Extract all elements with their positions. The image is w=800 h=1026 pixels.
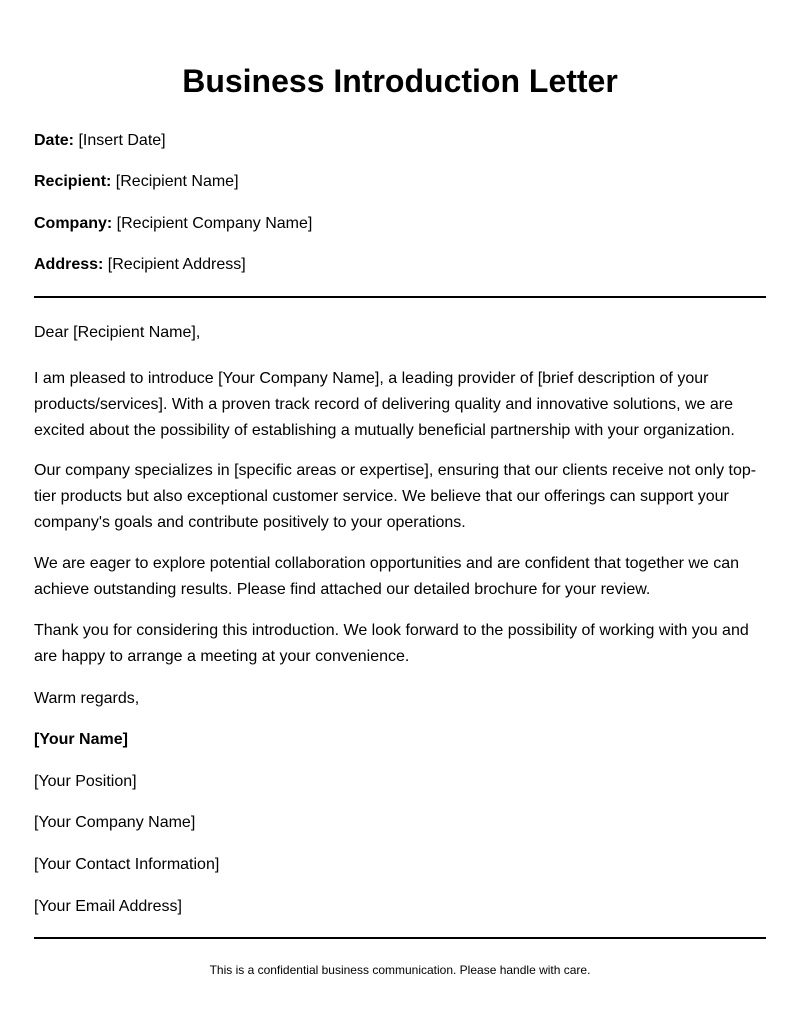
page-title: Business Introduction Letter — [182, 63, 618, 99]
confidentiality-footer: This is a confidential business communication. Please handle with care. — [209, 963, 591, 977]
signature-position: [Your Position] — [34, 773, 137, 790]
address-value: [Recipient Address] — [103, 256, 246, 273]
company-label: Company: — [34, 215, 113, 232]
paragraph-expertise: Our company specializes in [specific areas or expertise], ensuring that our clients receive not only top-tier products but also exceptional customer service. We believe that our offerings can support your company's goals and contribute positively to your operations. — [34, 462, 757, 531]
closing: Warm regards, — [34, 690, 140, 707]
recipient-value: [Recipient Name] — [111, 173, 239, 190]
paragraph-thanks: Thank you for considering this introduction. We look forward to the possibility of working with you and are happy to arrange a meeting at your convenience. — [34, 622, 749, 665]
paragraph-intro: I am pleased to introduce [Your Company Name], a leading provider of [brief description of your products/services]. With a proven track record of delivering quality and innovative solutions, we are excited about the possibility of establishing a mutually beneficial partnership with your organization. — [34, 370, 735, 439]
address-line — [34, 255, 246, 275]
date-label: Date: — [34, 132, 75, 149]
company-value: [Recipient Company Name] — [112, 215, 313, 232]
date-line — [34, 131, 166, 151]
signature-contact: [Your Contact Information] — [34, 856, 220, 873]
date-value: [Insert Date] — [74, 132, 166, 149]
signature-company: [Your Company Name] — [34, 814, 196, 831]
address-label: Address: — [34, 256, 104, 273]
signature-email: [Your Email Address] — [34, 898, 182, 915]
header-divider — [34, 296, 766, 298]
paragraph-collaboration: We are eager to explore potential collaboration opportunities and are confident that together we can achieve outstanding results. Please find attached our detailed brochure for your review. — [34, 555, 740, 598]
recipient-line — [34, 172, 239, 192]
recipient-label: Recipient: — [34, 173, 112, 190]
signature-name: [Your Name] — [34, 731, 128, 748]
salutation: Dear [Recipient Name], — [34, 324, 201, 341]
footer-divider — [34, 937, 766, 939]
company-line — [34, 214, 312, 234]
